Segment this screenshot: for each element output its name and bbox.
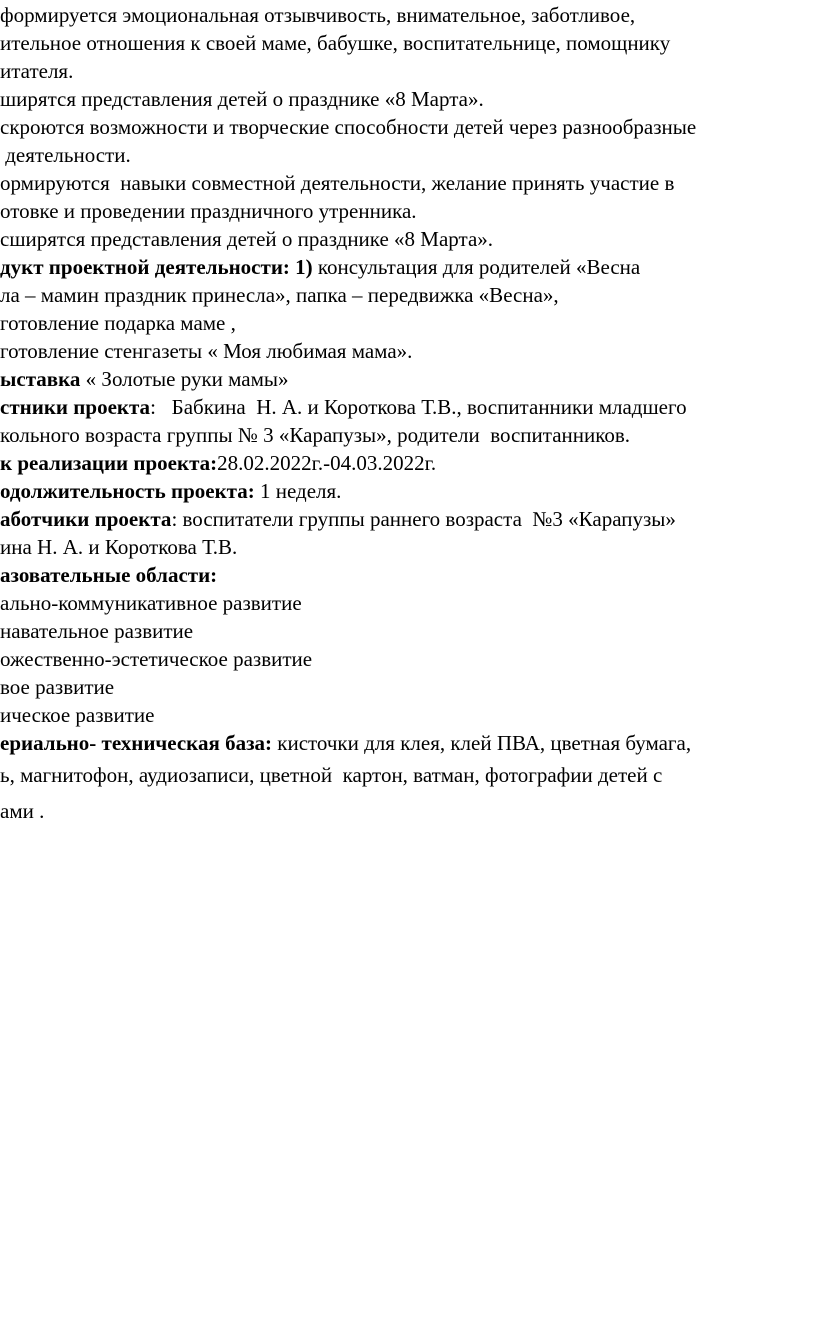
text-line <box>0 561 217 589</box>
text-run: формируется эмоциональная отзывчивость, внимательное, заботливое, <box>0 3 636 27</box>
text-line <box>0 449 436 477</box>
text-line <box>0 617 193 645</box>
text-line <box>0 797 44 825</box>
text-line <box>0 253 640 281</box>
text-line <box>0 337 412 365</box>
text-run-bold: азовательные области: <box>0 563 218 587</box>
text-line <box>0 57 73 85</box>
text-line <box>0 225 493 253</box>
text-run: готовление подарка маме , <box>0 311 236 335</box>
text-run: ина Н. А. и Короткова Т.В. <box>0 535 238 559</box>
text-run: ическое развитие <box>0 703 155 727</box>
text-run-bold: одолжительность проекта: <box>0 479 255 503</box>
text-run-bold: дукт проектной деятельности: 1) <box>0 255 313 279</box>
text-run: ормируются навыки совместной деятельности, желание принять участие в <box>0 171 675 195</box>
text-run-bold: стники проекта <box>0 395 151 419</box>
text-line <box>0 29 670 57</box>
text-run: ширятся представления детей о празднике «8 Марта». <box>0 87 484 111</box>
text-run-bold: ыставка <box>0 367 81 391</box>
text-run: кисточки для клея, клей ПВА, цветная бумага, <box>272 731 692 755</box>
text-line <box>0 309 236 337</box>
text-run: скроются возможности и творческие способности детей через разнообразные <box>0 115 697 139</box>
text-line <box>0 589 302 617</box>
text-run-bold: ериально- техническая база: <box>0 731 272 755</box>
text-run: сширятся представления детей о празднике «8 Марта». <box>0 227 494 251</box>
text-line <box>0 505 676 533</box>
text-line <box>0 533 237 561</box>
text-line <box>0 1 635 29</box>
text-line <box>0 673 114 701</box>
text-run: 1 неделя. <box>254 479 342 503</box>
text-line <box>0 421 630 449</box>
text-line <box>0 701 154 729</box>
text-run: ла – мамин праздник принесла», папка – передвижка «Весна», <box>0 283 559 307</box>
text-line <box>0 393 687 421</box>
text-run-bold: аботчики проекта <box>0 507 172 531</box>
text-run: ожественно-эстетическое развитие <box>0 647 313 671</box>
text-line <box>0 141 131 169</box>
text-line <box>0 169 674 197</box>
text-line <box>0 281 559 309</box>
text-run-bold: к реализации проекта: <box>0 451 218 475</box>
text-line <box>0 365 289 393</box>
text-run: навательное развитие <box>0 619 194 643</box>
text-run: кольного возраста группы № 3 «Карапузы», родители воспитанников. <box>0 423 631 447</box>
text-line <box>0 729 691 757</box>
text-run: ами . <box>0 799 45 823</box>
text-run: ально-коммуникативное развитие <box>0 591 302 615</box>
text-run: 28.02.2022г.-04.03.2022г. <box>217 451 437 475</box>
text-run: : воспитатели группы раннего возраста №3 «Карапузы» <box>171 507 676 531</box>
text-run: итателя. <box>0 59 74 83</box>
text-line <box>0 477 341 505</box>
text-line <box>0 113 696 141</box>
text-run: « Золотые руки мамы» <box>80 367 289 391</box>
text-run: ительное отношения к своей маме, бабушке, воспитательнице, помощнику <box>0 31 671 55</box>
text-run: деятельности. <box>0 143 131 167</box>
text-run: : Бабкина Н. А. и Короткова Т.В., воспитанники младшего <box>150 395 687 419</box>
text-run: отовке и проведении праздничного утренника. <box>0 199 417 223</box>
text-line <box>0 645 312 673</box>
text-line <box>0 85 484 113</box>
text-run: готовление стенгазеты « Моя любимая мама». <box>0 339 413 363</box>
text-run: ь, магнитофон, аудиозаписи, цветной картон, ватман, фотографии детей с <box>0 763 663 787</box>
text-line <box>0 761 662 789</box>
text-run: консультация для родителей «Весна <box>312 255 641 279</box>
text-line <box>0 197 417 225</box>
text-run: вое развитие <box>0 675 115 699</box>
